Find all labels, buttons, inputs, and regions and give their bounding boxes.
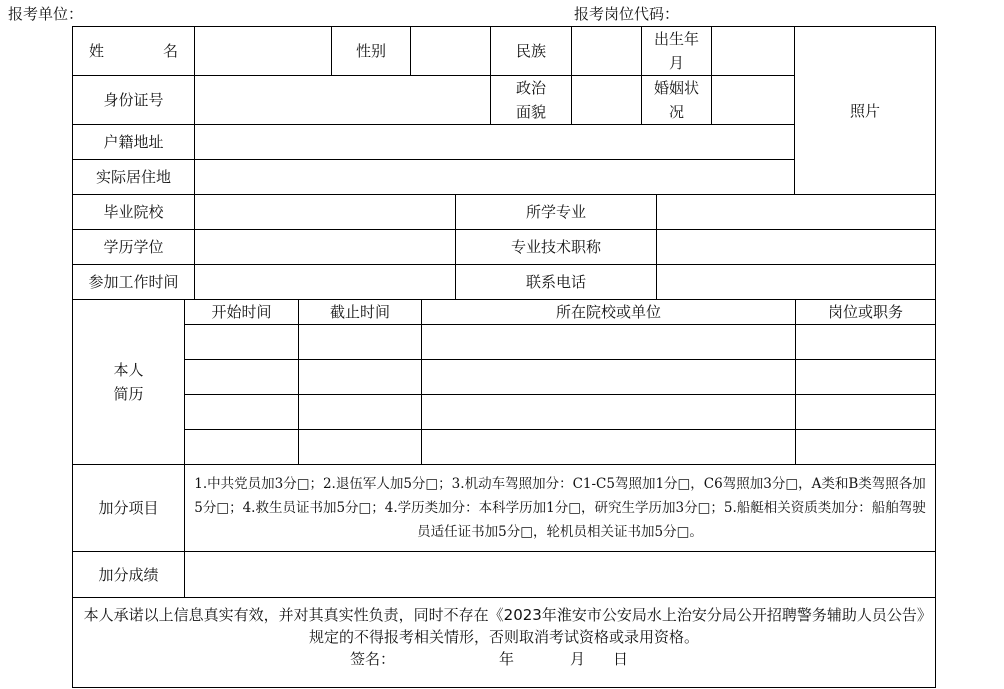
resume-end-cell[interactable] (298, 324, 421, 359)
household-address-label: 户籍地址 (72, 124, 194, 159)
household-address-field[interactable] (194, 124, 794, 159)
degree-field[interactable] (194, 229, 455, 264)
registration-form (72, 26, 936, 688)
gender-field[interactable] (410, 26, 490, 75)
major-field[interactable] (656, 194, 936, 229)
resume-position-cell[interactable] (795, 394, 936, 429)
bonus-items-text: 1.中共党员加3分□；2.退伍军人加5分□；3.机动车驾照加分：C1-C5驾照加1分□，C6驾照加3分□，A类和B类驾照各加5分□；4.救生员证书加5分□；4.学历类加分：本科学历加1分□，研究生学历加3分□；5.船艇相关资质类加分：船舶驾驶员适任证书加5分□，轮机员相关证书加5分□。 (184, 464, 936, 551)
day-label: 日 (613, 650, 629, 668)
work-start-label: 参加工作时间 (72, 264, 194, 299)
residence-label: 实际居住地 (72, 159, 194, 194)
ethnicity-label: 民族 (490, 26, 571, 75)
marital-status-label: 婚姻状 况 (641, 75, 711, 124)
resume-unit-cell[interactable] (421, 324, 795, 359)
signature-label: 签名： (349, 650, 395, 668)
resume-col-position: 岗位或职务 (795, 299, 936, 324)
resume-start-cell[interactable] (184, 429, 298, 464)
pledge-text: 本人承诺以上信息真实有效，并对其真实性负责，同时不存在《2023年淮安市公安局水上治安分局公开招聘警务辅助人员公告》规定的不得报考相关情形，否则取消考试资格或录用资格。 (83, 606, 925, 646)
major-label: 所学专业 (455, 194, 656, 229)
resume-col-end: 截止时间 (298, 299, 421, 324)
ethnicity-field[interactable] (571, 26, 641, 75)
resume-start-cell[interactable] (184, 394, 298, 429)
resume-col-unit: 所在院校或单位 (421, 299, 795, 324)
political-status-field[interactable] (571, 75, 641, 124)
month-blank[interactable] (514, 648, 570, 670)
resume-position-cell[interactable] (795, 359, 936, 394)
bonus-items-label: 加分项目 (72, 464, 184, 551)
professional-title-label: 专业技术职称 (455, 229, 656, 264)
signature-blank[interactable] (395, 648, 499, 670)
resume-unit-cell[interactable] (421, 429, 795, 464)
school-field[interactable] (194, 194, 455, 229)
name-label (72, 26, 194, 75)
name-label-char-2: 名 (162, 42, 178, 60)
school-label: 毕业院校 (72, 194, 194, 229)
birth-label: 出生年 月 (641, 26, 711, 75)
name-label-char-1: 姓 (89, 42, 105, 60)
birth-field[interactable] (711, 26, 794, 75)
bonus-score-label: 加分成绩 (72, 551, 184, 597)
pledge-box (72, 597, 936, 688)
professional-title-field[interactable] (656, 229, 936, 264)
resume-unit-cell[interactable] (421, 394, 795, 429)
resume-position-cell[interactable] (795, 324, 936, 359)
marital-status-field[interactable] (711, 75, 794, 124)
degree-label: 学历学位 (72, 229, 194, 264)
resume-col-start: 开始时间 (184, 299, 298, 324)
work-start-field[interactable] (194, 264, 455, 299)
day-blank[interactable] (585, 648, 613, 670)
post-code-label: 报考岗位代码： (574, 5, 680, 23)
month-label: 月 (570, 650, 586, 668)
resume-end-cell[interactable] (298, 359, 421, 394)
name-field[interactable] (194, 26, 331, 75)
resume-unit-cell[interactable] (421, 359, 795, 394)
bonus-score-field[interactable] (184, 551, 936, 597)
apply-unit-label: 报考单位： (8, 5, 84, 23)
resume-end-cell[interactable] (298, 394, 421, 429)
phone-field[interactable] (656, 264, 936, 299)
phone-label: 联系电话 (455, 264, 656, 299)
id-number-field[interactable] (194, 75, 490, 124)
resume-start-cell[interactable] (184, 359, 298, 394)
gender-label: 性别 (331, 26, 410, 75)
signature-line (81, 648, 927, 670)
id-number-label: 身份证号 (72, 75, 194, 124)
resume-start-cell[interactable] (184, 324, 298, 359)
resume-end-cell[interactable] (298, 429, 421, 464)
residence-field[interactable] (194, 159, 794, 194)
year-label: 年 (498, 650, 514, 668)
political-status-label: 政治 面貌 (490, 75, 571, 124)
photo-box[interactable]: 照片 (794, 26, 936, 194)
resume-position-cell[interactable] (795, 429, 936, 464)
resume-label: 本人 简历 (72, 299, 184, 464)
